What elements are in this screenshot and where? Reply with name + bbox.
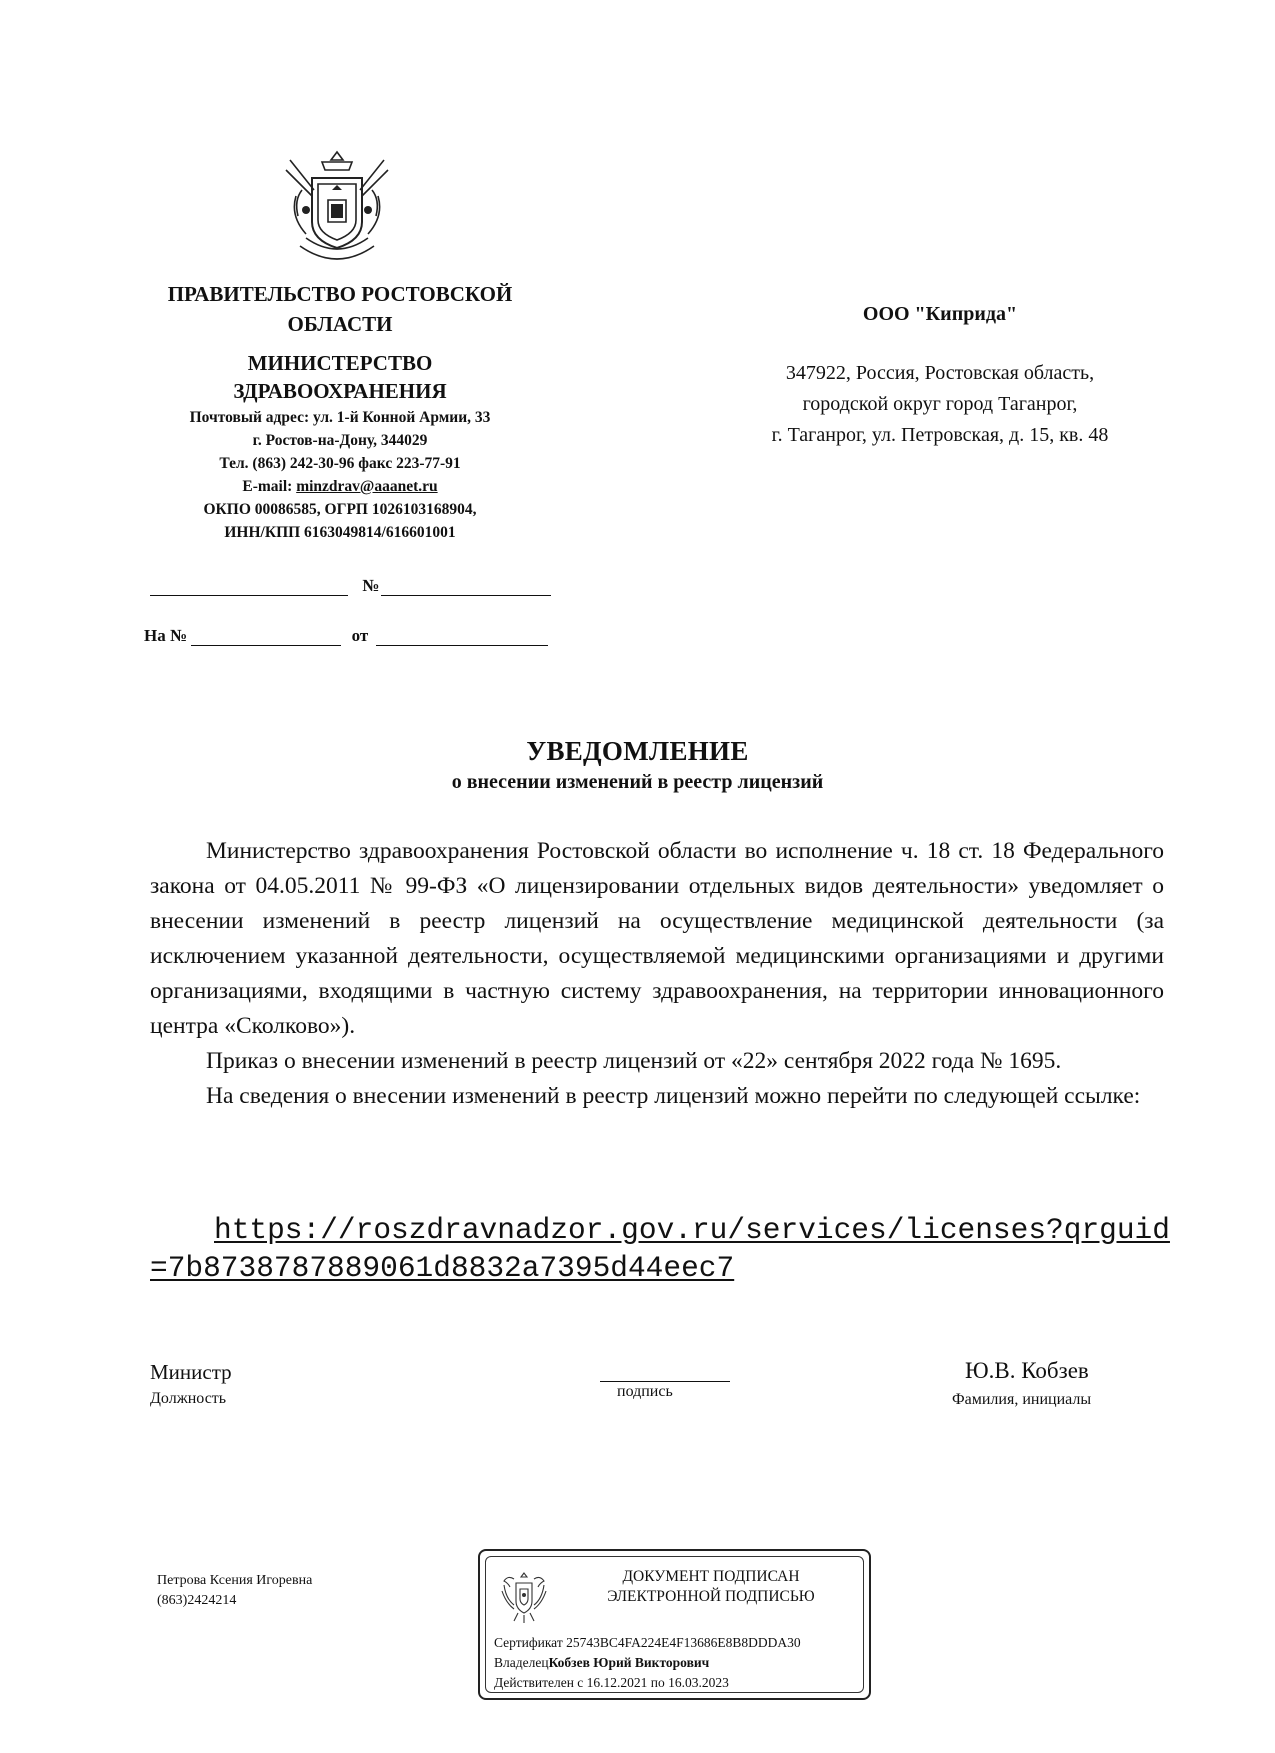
double-headed-eagle-icon [500,1569,548,1625]
email-label: E-mail: [242,478,297,495]
sender-phone: Тел. (863) 242-30-96 факс 223-77-91 [219,455,461,472]
stamp-inner-frame [485,1556,864,1693]
signature-line [600,1381,730,1382]
e-signature-stamp [478,1549,871,1700]
stamp-owner-name: Кобзев Юрий Викторович [548,1655,710,1670]
executor-phone: (863)2424214 [157,1593,237,1608]
ministry-name-line2: ЗДРАВООХРАНЕНИЯ [233,379,447,403]
stamp-owner [494,1653,709,1673]
signer-position: Министр [150,1360,232,1384]
sender-city: г. Ростов-на-Дону, 344029 [252,432,428,449]
sender-email-row [130,475,550,498]
sender-okpo: ОКПО 00086585, ОГРП 1026103168904, [203,501,477,518]
government-name [130,279,550,339]
stamp-validity: Действителен с 16.12.2021 по 16.03.2023 [494,1675,729,1690]
executor-name: Петрова Ксения Игоревна [157,1573,313,1588]
signer-position-caption: Должность [150,1390,227,1407]
recipient-address-line1: 347922, Россия, Ростовская область, [785,362,1095,384]
document-body [150,834,1164,1114]
body-paragraph-1: Министерство здравоохранения Ростовской области во исполнение ч. 18 ст. 18 Федерального закона от 04.05.2011 № 99-ФЗ «О лицензировании отдельных видов деятельности» уведомляет о внесении изменений в реестр лицензий на осуществление медицинской деятельности (за исключением указанной деятельности, осуществляемой медицинскими организациями и другими организациями, входящими в частную систему здравоохранения, на территории инновационного центра «Сколково»). [150,838,1164,1039]
outgoing-number-row [150,576,551,596]
government-name-line2: ОБЛАСТИ [287,312,393,336]
number-sign: № [362,576,380,595]
reference-number-row [144,626,548,646]
registry-link-text[interactable]: https://roszdravnadzor.gov.ru/services/licenses?qrguid=7b8738787889061d8832a7395d44eec7 [150,1213,1170,1285]
stamp-heading-line2: ЭЛЕКТРОННОЙ ПОДПИСЬЮ [607,1588,815,1605]
sender-inn: ИНН/КПП 6163049814/616601001 [224,524,456,541]
postal-address: Почтовый адрес: ул. 1-й Конной Армии, 33 [189,409,491,426]
recipient-address [700,358,1180,451]
government-name-line1: ПРАВИТЕЛЬСТВО РОСТОВСКОЙ [167,282,513,306]
ministry-name [130,349,550,405]
recipient-address-line2: городской округ город Таганрог, [802,393,1078,415]
from-label: от [351,626,369,645]
coat-of-arms-emblem [282,150,392,268]
body-paragraph-2: Приказ о внесении изменений в реестр лицензий от «22» сентября 2022 года № 1695. [206,1048,1062,1074]
body-paragraph-3: На сведения о внесении изменений в реестр лицензий можно перейти по следующей ссылке: [206,1083,1141,1109]
document-title: УВЕДОМЛЕНИЕ [526,736,749,766]
stamp-owner-label: Владелец [494,1655,549,1670]
signer-name: Ю.В. Кобзев [965,1358,1089,1383]
email-link[interactable]: minzdrav@aaanet.ru [296,478,438,495]
registry-link [150,1211,1170,1287]
reference-number-field[interactable] [191,627,341,646]
reference-label: На № [144,626,188,645]
recipient-address-line3: г. Таганрог, ул. Петровская, д. 15, кв. 48 [771,424,1109,446]
document-subtitle: о внесении изменений в реестр лицензий [451,771,824,793]
ministry-name-line1: МИНИСТЕРСТВО [247,351,433,375]
signer-name-caption: Фамилия, инициалы [952,1391,1092,1408]
signature-caption: подпись [617,1383,673,1400]
outgoing-date-field[interactable] [150,577,348,596]
reference-date-field[interactable] [376,627,548,646]
executor-info [157,1571,312,1611]
stamp-certificate: Сертификат 25743BC4FA224E4F13686E8B8DDDA30 [494,1635,801,1650]
sender-contacts [130,406,550,544]
stamp-heading-line1: ДОКУМЕНТ ПОДПИСАН [622,1568,800,1585]
outgoing-number-field[interactable] [381,577,551,596]
recipient-name: ООО "Киприда" [862,303,1018,325]
